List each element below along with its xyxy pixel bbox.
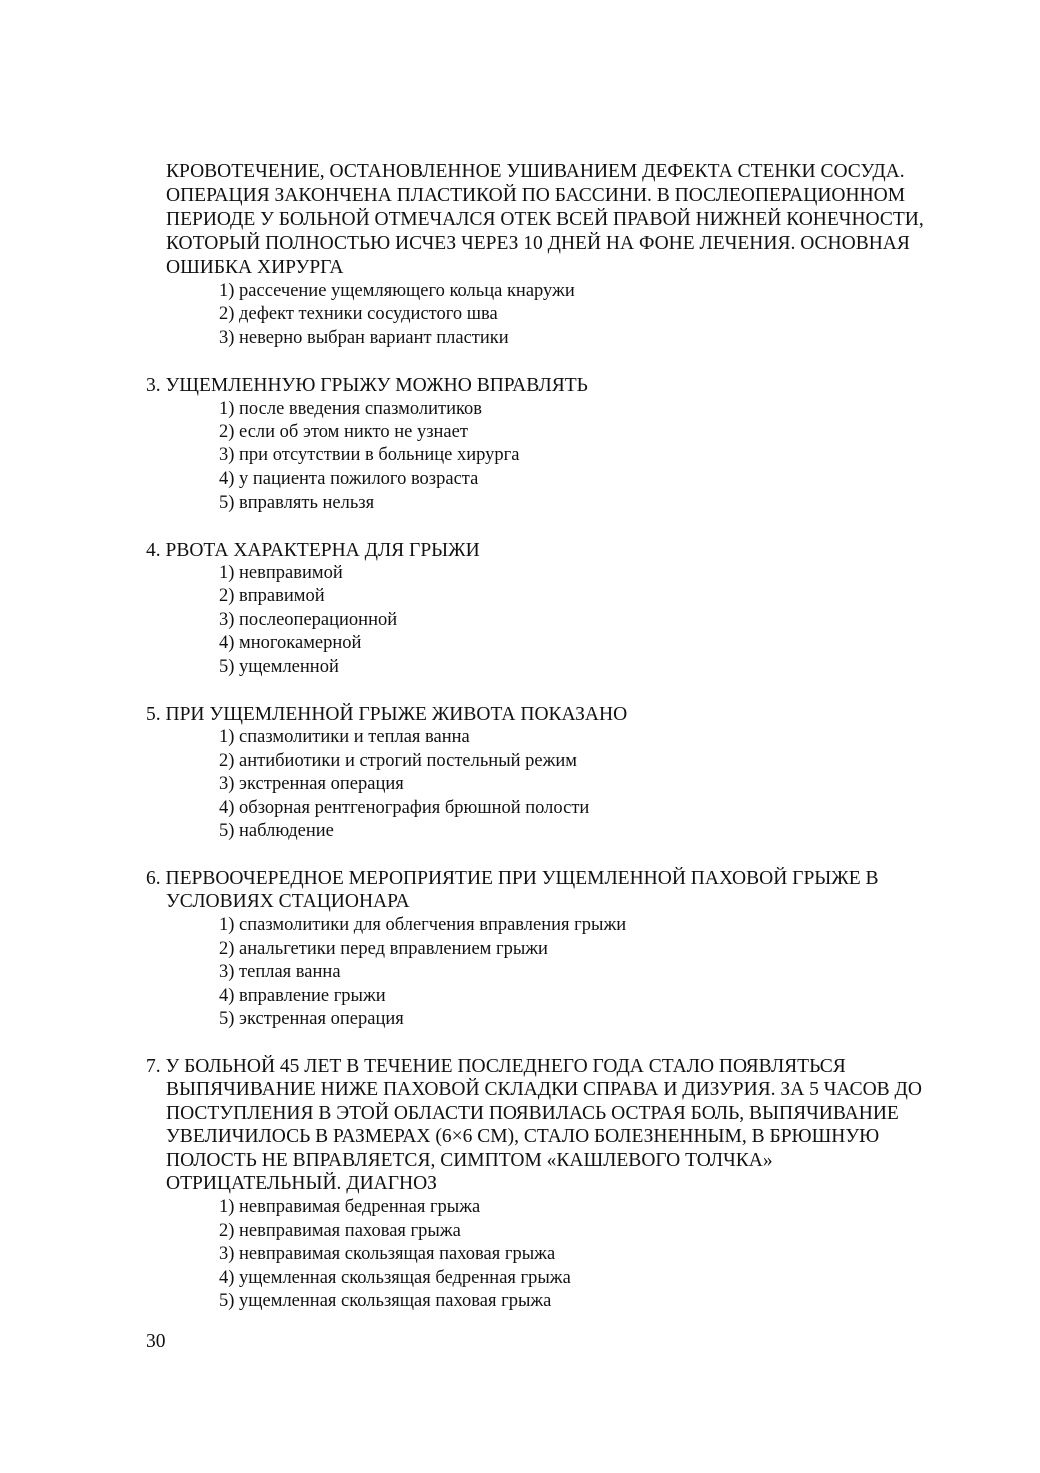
- question-6-option-1: 1) спазмолитики для облегчения вправления грыжи: [219, 915, 627, 935]
- question-5-option-1: 1) спазмолитики и теплая ванна: [219, 727, 470, 747]
- question-4-option-4: 4) многокамерной: [219, 633, 362, 653]
- question-3-option-1: 1) после введения спазмолитиков: [219, 399, 483, 419]
- question-7-title-line-5: ПОЛОСТЬ НЕ ВПРАВЛЯЕТСЯ, СИМПТОМ «КАШЛЕВОГО ТОЛЧКА»: [166, 1150, 773, 1171]
- question-4-option-3: 3) послеоперационной: [219, 610, 398, 630]
- question-4-title: 4. РВОТА ХАРАКТЕРНА ДЛЯ ГРЫЖИ: [146, 540, 480, 561]
- question-2-text-line-1: КРОВОТЕЧЕНИЕ, ОСТАНОВЛЕННОЕ УШИВАНИЕМ ДЕФЕКТА СТЕНКИ СОСУДА.: [166, 161, 905, 182]
- question-5-option-2: 2) антибиотики и строгий постельный режим: [219, 751, 578, 771]
- question-7-option-4: 4) ущемленная скользящая бедренная грыжа: [219, 1268, 571, 1288]
- question-7-option-3: 3) невправимая скользящая паховая грыжа: [219, 1244, 556, 1264]
- question-2-text-line-5: ОШИБКА ХИРУРГА: [166, 257, 344, 278]
- question-3-title: 3. УЩЕМЛЕННУЮ ГРЫЖУ МОЖНО ВПРАВЛЯТЬ: [146, 375, 588, 396]
- question-5-option-3: 3) экстренная операция: [219, 774, 404, 794]
- question-5-option-4: 4) обзорная рентгенография брюшной полости: [219, 798, 590, 818]
- page-number: 30: [146, 1331, 166, 1352]
- question-2-text-line-4: КОТОРЫЙ ПОЛНОСТЬЮ ИСЧЕЗ ЧЕРЕЗ 10 ДНЕЙ НА ФОНЕ ЛЕЧЕНИЯ. ОСНОВНАЯ: [166, 233, 910, 254]
- question-2-text-line-2: ОПЕРАЦИЯ ЗАКОНЧЕНА ПЛАСТИКОЙ ПО БАССИНИ. В ПОСЛЕОПЕРАЦИОННОМ: [166, 185, 906, 206]
- question-4-option-5: 5) ущемленной: [219, 657, 339, 677]
- question-2-text-line-3: ПЕРИОДЕ У БОЛЬНОЙ ОТМЕЧАЛСЯ ОТЕК ВСЕЙ ПРАВОЙ НИЖНЕЙ КОНЕЧНОСТИ,: [166, 209, 924, 230]
- question-5-option-5: 5) наблюдение: [219, 821, 334, 841]
- question-2-option-1: 1) рассечение ущемляющего кольца кнаружи: [219, 281, 575, 301]
- question-7-option-5: 5) ущемленная скользящая паховая грыжа: [219, 1291, 552, 1311]
- question-6-option-4: 4) вправление грыжи: [219, 986, 386, 1006]
- question-4-option-2: 2) вправимой: [219, 586, 325, 606]
- question-6-option-5: 5) экстренная операция: [219, 1009, 404, 1029]
- question-3-option-3: 3) при отсутствии в больнице хирурга: [219, 445, 520, 465]
- question-2-option-2: 2) дефект техники сосудистого шва: [219, 304, 498, 324]
- question-7-option-1: 1) невправимая бедренная грыжа: [219, 1197, 481, 1217]
- question-5-title: 5. ПРИ УЩЕМЛЕННОЙ ГРЫЖЕ ЖИВОТА ПОКАЗАНО: [146, 704, 628, 725]
- question-7-title-line-1: 7. У БОЛЬНОЙ 45 ЛЕТ В ТЕЧЕНИЕ ПОСЛЕДНЕГО ГОДА СТАЛО ПОЯВЛЯТЬСЯ: [146, 1056, 846, 1077]
- question-7-title-line-4: УВЕЛИЧИЛОСЬ В РАЗМЕРАХ (6×6 СМ), СТАЛО БОЛЕЗНЕННЫМ, В БРЮШНУЮ: [166, 1126, 880, 1147]
- question-7-title-line-3: ПОСТУПЛЕНИЯ В ЭТОЙ ОБЛАСТИ ПОЯВИЛАСЬ ОСТРАЯ БОЛЬ, ВЫПЯЧИВАНИЕ: [166, 1103, 899, 1124]
- question-3-option-5: 5) вправлять нельзя: [219, 493, 375, 513]
- question-3-option-4: 4) у пациента пожилого возраста: [219, 469, 479, 489]
- question-3-option-2: 2) если об этом никто не узнает: [219, 422, 468, 442]
- question-6-title-line-2: УСЛОВИЯХ СТАЦИОНАРА: [166, 891, 410, 912]
- question-7-title-line-6: ОТРИЦАТЕЛЬНЫЙ. ДИАГНОЗ: [166, 1173, 437, 1194]
- question-6-option-2: 2) анальгетики перед вправлением грыжи: [219, 939, 548, 959]
- question-6-title-line-1: 6. ПЕРВООЧЕРЕДНОЕ МЕРОПРИЯТИЕ ПРИ УЩЕМЛЕННОЙ ПАХОВОЙ ГРЫЖЕ В: [146, 868, 879, 889]
- question-7-option-2: 2) невправимая паховая грыжа: [219, 1221, 461, 1241]
- question-4-option-1: 1) невправимой: [219, 563, 343, 583]
- question-7-title-line-2: ВЫПЯЧИВАНИЕ НИЖЕ ПАХОВОЙ СКЛАДКИ СПРАВА И ДИЗУРИЯ. ЗА 5 ЧАСОВ ДО: [166, 1079, 922, 1100]
- question-6-option-3: 3) теплая ванна: [219, 962, 341, 982]
- question-2-option-3: 3) неверно выбран вариант пластики: [219, 328, 509, 348]
